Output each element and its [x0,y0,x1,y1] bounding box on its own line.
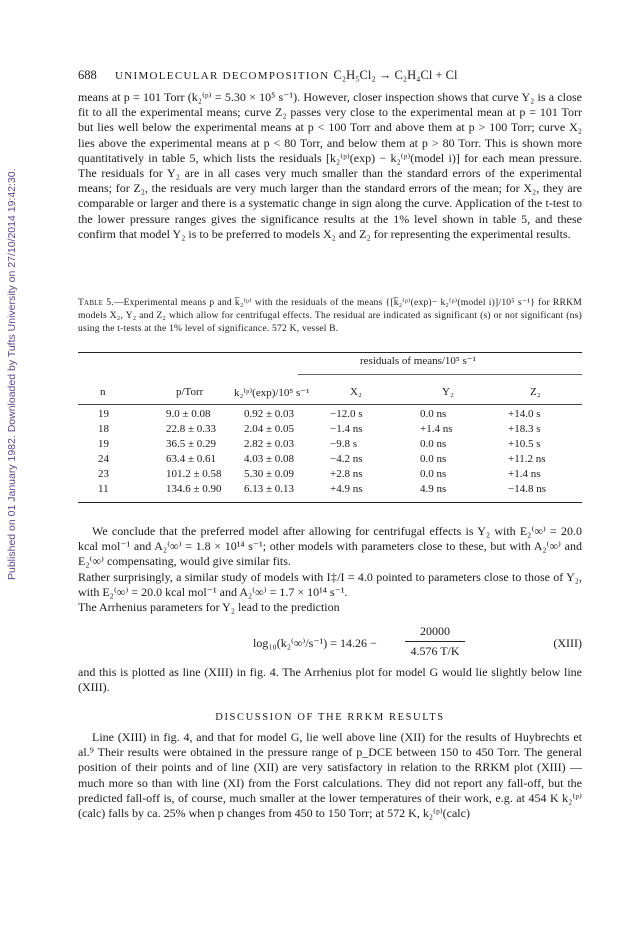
table-cell: 4.03 ± 0.08 [244,453,295,465]
reaction-formula: C₂H₅Cl₂ → C₂H₄Cl + Cl [333,68,458,82]
col-header-y2: Y₂ [442,386,454,398]
table-cell: −4.2 ns [330,453,363,465]
table-cell: 11 [98,483,109,495]
col-header-n: n [100,386,106,398]
paragraph-2-main: We conclude that the preferred model after allowing for centrifugal effects is Y₂ with E₂⁽∞⁾ = 20.0 kcal mol⁻¹ and A₂⁽∞⁾ = 1.8 × 10¹⁴ s⁻¹; other models with parameters close to these, but with A₂⁽∞⁾ and E₂⁽∞⁾ compensating, would give similar fits. [78,524,582,569]
table-cell: +1.4 ns [420,423,453,435]
table-header-rule [78,404,582,405]
col-header-z2: Z₂ [530,386,541,398]
table-caption-label: Table 5. [78,297,114,308]
table-cell: 4.9 ns [420,483,447,495]
table-caption [78,296,582,335]
table-cell: 24 [98,453,109,465]
table-cell: 63.4 ± 0.61 [166,453,217,465]
table-cell: 18 [98,423,109,435]
table-bottom-rule [78,502,582,503]
table-cell: 0.92 ± 0.03 [244,408,295,420]
running-head [115,68,457,83]
paragraph-2b: Rather surprisingly, a similar study of models with I‡/I = 4.0 pointed to parameters close to those of Y₂, with E₂⁽∞⁾ = 20.0 kcal mol⁻¹ and A₂⁽∞⁾ = 1.7 × 10¹⁴ s⁻¹. [78,569,582,599]
col-header-kexp: k₂⁽ᵖ⁾(exp)/10⁵ s⁻¹ [234,387,310,399]
table-cell: 19 [98,408,109,420]
table-group-header: residuals of means/10⁵ s⁻¹ [360,355,476,367]
equation-lhs: log₁₀(k₂⁽∞⁾/s⁻¹) = 14.26 − [253,636,377,650]
download-note [6,160,20,580]
running-head-text: UNIMOLECULAR DECOMPOSITION [115,70,330,82]
table-cell: 19 [98,438,109,450]
running-header [78,68,578,84]
table-cell: +2.8 ns [330,468,363,480]
equation-tag: (XIII) [553,636,582,650]
paragraph-4: Line (XIII) in fig. 4, and that for model G, lie well above line (XII) for the results of Huybrechts et al.⁹ Their results were obtained in the pressure range of p_DCE between 150 to 450 Torr. The general position of their points and of line (XII) are very satisfactory in relation to the RRKM plot (XIII) — much more so than with line (XI) from the Forst calculations. They did not report any fall-off, but the predicted fall-off is, of course, much smaller at the lower temperatures of their work, e.g. at 454 K k₂⁽ᵖ⁾(calc) falls by ca. 25% when p changes from 450 to 150 Torr; at 572 K, k₂⁽ᵖ⁾(calc) [78,730,582,821]
table-cell: −9.8 s [330,438,357,450]
table-cell: 134.6 ± 0.90 [166,483,222,495]
table-cell: 6.13 ± 0.13 [244,483,295,495]
paragraph-1: means at p = 101 Torr (k₂⁽ᵖ⁾ = 5.30 × 10⁵ s⁻¹). However, closer inspection shows that curve Y₂ is a close fit to all the experimental means; curve Z₂ passes very close to the experimental mean at p = 101 Torr but lies well below the experimental means at p < 100 Torr and above them at p > 100 Torr; curve X₂ lies above the experimental means at p < 80 Torr, and below them at p > 80 Torr. This is shown more quantitatively in table 5, which lists the residuals [k₂⁽ᵖ⁾(exp) − k₂⁽ᵖ⁾(model i)] for each mean pressure. The residuals for Y₂ are in all cases very much smaller than the standard errors of the experimental means; for Z₂, the residuals are very much larger than the standard errors of the mean; for X₂, they are comparable or larger and there is a systematic change in sign along the curve. Application of the t-test to the lower pressure ranges gives the significance results at the 1% level shown in table 5, and these confirm that model Y₂ is to be preferred to models X₂ and Z₂ for representing the experimental results. [78,90,582,241]
page-number: 688 [78,68,97,82]
equation-denominator: 4.576 T/K [410,644,460,658]
paragraph-2c: The Arrhenius parameters for Y₂ lead to the prediction [78,600,340,615]
table-cell: 5.30 ± 0.09 [244,468,295,480]
table-top-rule [78,352,582,353]
table-cell: +4.9 ns [330,483,363,495]
col-header-x2: X₂ [350,386,362,398]
table-cell: 23 [98,468,109,480]
table-cell: +11.2 ns [508,453,546,465]
download-note-text: Published on 01 January 1982. Downloaded by Tufts University on 27/10/2014 19:42:30. [6,168,18,580]
table-group-rule [298,374,582,375]
table-cell: 0.0 ns [420,438,447,450]
table-cell: 0.0 ns [420,453,447,465]
table-cell: +1.4 ns [508,468,541,480]
table-cell: +18.3 s [508,423,541,435]
col-header-pressure: p/Torr [176,386,204,398]
equation-xiii [78,624,582,664]
table-cell: +14.0 s [508,408,541,420]
table-cell: 0.0 ns [420,408,447,420]
table-cell: −12.0 s [330,408,363,420]
table-cell: 36.5 ± 0.29 [166,438,217,450]
paragraph-3: and this is plotted as line (XIII) in fig. 4. The Arrhenius plot for model G would lie slightly below line (XIII). [78,665,582,695]
table-cell: +10.5 s [508,438,541,450]
equation-fraction [405,624,465,659]
table-cell: 2.82 ± 0.03 [244,438,295,450]
table-cell: 9.0 ± 0.08 [166,408,211,420]
table-cell: 0.0 ns [420,468,447,480]
table-cell: −1.4 ns [330,423,363,435]
table-caption-text: —Experimental means p and k̅₂⁽ᵖ⁾ with the residuals of the means {[k̅₂⁽ᵖ⁾(exp)− k₂⁽ᵖ⁾(model i)]/10⁵ s⁻¹} for RRKM models X₂, Y₂ and Z₂ which allow for centrifugal effects. The residual are indicated as significant (s) or not significant (ns) using the t-tests at the 1% level of significance. 572 K, vessel B. [78,297,582,334]
section-heading: DISCUSSION OF THE RRKM RESULTS [215,712,445,723]
table-cell: 101.2 ± 0.58 [166,468,222,480]
table-cell: 22.8 ± 0.33 [166,423,217,435]
equation-numerator: 20000 [405,624,465,642]
table-cell: 2.04 ± 0.05 [244,423,295,435]
paragraph-2 [78,524,582,615]
table-cell: −14.8 ns [508,483,546,495]
